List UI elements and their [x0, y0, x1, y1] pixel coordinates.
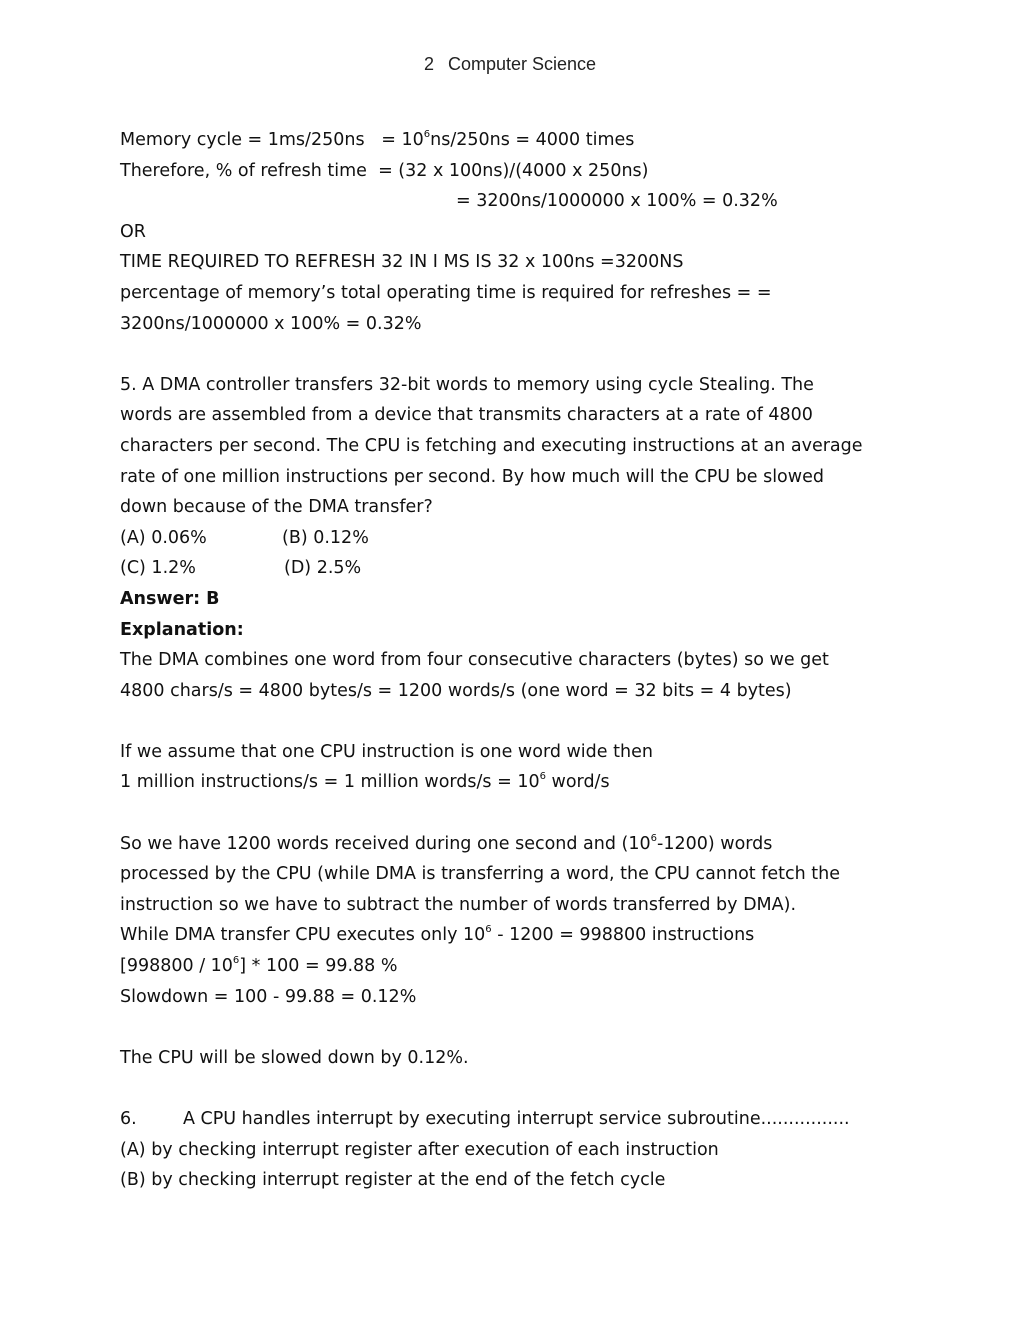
explanation-line-3: If we assume that one CPU instruction is one word wide then [120, 741, 653, 762]
explanation-line-7: instruction so we have to subtract the number of words transferred by DMA). [120, 894, 797, 915]
spacer [120, 1073, 920, 1104]
q5-option-a: (A) 0.06% [120, 527, 207, 548]
explanation-line-1: The DMA combines one word from four consecutive characters (bytes) so we get [120, 650, 829, 671]
explanation-line-8: While DMA transfer CPU executes only $10^6 - 1200 = 998800$ instructions [120, 924, 755, 946]
header-title: Computer Science [447, 54, 597, 74]
q5-options-ab [120, 523, 920, 554]
page-header [0, 54, 1020, 75]
spacer [120, 706, 920, 737]
spacer [120, 339, 920, 370]
q5-option-b: (B) 0.12% [282, 527, 369, 548]
spacer [120, 798, 920, 829]
q6-number: 6. [120, 1109, 137, 1129]
q5-option-d: (D) 2.5% [284, 558, 362, 579]
exponent: 6 [423, 129, 431, 140]
explanation-line-10: Slowdown = 100 - 99.88 = 0.12% [120, 986, 417, 1007]
q5-line-3: characters per second. The CPU is fetching and executing instructions at an average [120, 435, 863, 456]
q5-option-c: (C) 1.2% [120, 558, 196, 579]
q5-line-1: 5. A DMA controller transfers 32-bit words to memory using cycle Stealing. The [120, 374, 814, 395]
or-line: OR [120, 221, 146, 242]
exponent: 6 [485, 924, 492, 936]
explanation-line-4: 1 million instructions/s = 1 million words/s = $10^6$ word/s [120, 771, 610, 793]
exponent: 6 [650, 832, 658, 844]
q5-answer: Answer: B [120, 588, 220, 609]
percentage-line: percentage of memory’s total operating time is required for refreshes = = [120, 282, 772, 303]
exponent: 6 [232, 955, 240, 967]
q5-options-cd [120, 553, 920, 584]
memory-cycle-line: Memory cycle = $1ms/250ns = 10^6ns/250ns = 4000$ times [120, 129, 635, 150]
q5-line-5: down because of the DMA transfer? [120, 497, 433, 518]
explanation-line-9: $[998800 / 10^6] * 100 = 99.88$ % [120, 955, 398, 977]
q6-option-b: (B) by checking interrupt register at the end of the fetch cycle [120, 1170, 666, 1191]
refresh-line-1: Therefore, % of refresh time = (32 x 100ns)/(4000 x 250ns) [120, 160, 649, 181]
q6-question [120, 1104, 920, 1135]
explanation-line-5: So we have 1200 words received during one second and $(10^6-1200)$ words [120, 832, 773, 854]
q5-conclusion: The CPU will be slowed down by 0.12%. [120, 1047, 469, 1068]
time-required-line: TIME REQUIRED TO REFRESH 32 IN I MS IS 32 x 100ns =3200NS [120, 252, 684, 273]
q5-line-4: rate of one million instructions per second. By how much will the CPU be slowed [120, 466, 824, 487]
q6-option-a: (A) by checking interrupt register after execution of each instruction [120, 1139, 719, 1160]
page-number: 2 [423, 54, 434, 74]
spacer [120, 1012, 920, 1043]
exponent: 6 [539, 771, 546, 783]
explanation-line-2: 4800 chars/s = 4800 bytes/s = 1200 words/s (one word = 32 bits = 4 bytes) [120, 680, 792, 701]
result-line: 3200ns/1000000 x 100% = 0.32% [120, 313, 422, 334]
q5-line-2: words are assembled from a device that transmits characters at a rate of 4800 [120, 405, 813, 426]
page-content [120, 125, 920, 1196]
explanation-line-6: processed by the CPU (while DMA is transferring a word, the CPU cannot fetch the [120, 864, 840, 885]
explanation-label: Explanation: [120, 619, 244, 640]
refresh-line-2: = 3200ns/1000000 x 100% = 0.32% [456, 191, 778, 212]
q6-question-text: A CPU handles interrupt by executing interrupt service subroutine................ [183, 1109, 850, 1129]
